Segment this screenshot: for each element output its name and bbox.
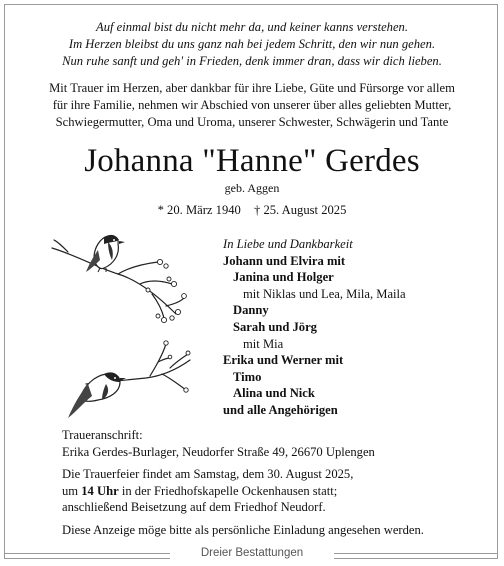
funeral-info bbox=[62, 427, 492, 539]
footer-rule-left bbox=[5, 553, 172, 554]
mourner-line: und alle Angehörigen bbox=[223, 402, 338, 417]
funeral-line: Die Trauerfeier findet am Samstag, dem 30. August 2025, bbox=[62, 467, 354, 482]
mourner-line: Timo bbox=[233, 369, 262, 384]
birth-date: * 20. März 1940 bbox=[157, 203, 241, 217]
intro-line: für ihre Familie, nehmen wir Abschied von unserer über alles geliebten Mutter, bbox=[52, 98, 452, 112]
mourner-line: Janina und Holger bbox=[233, 270, 334, 285]
address-line: Erika Gerdes-Burlager, Neudorfer Straße 49, 26670 Uplengen bbox=[62, 444, 375, 459]
mourner-line: Johann und Elvira mit bbox=[223, 253, 346, 268]
mourner-line: mit Mia bbox=[243, 336, 284, 351]
life-dates bbox=[0, 202, 504, 218]
funeral-time: 14 Uhr bbox=[81, 483, 119, 498]
footer-credit: Dreier Bestattungen bbox=[170, 546, 334, 560]
mourners-list bbox=[223, 236, 493, 419]
intro-line: Schwiegermutter, Oma und Uroma, unserer Schwester, Schwägerin und Tante bbox=[55, 115, 449, 129]
mourner-line: Alina und Nick bbox=[233, 386, 315, 401]
poem-line: Auf einmal bist du nicht mehr da, und keiner kanns verstehen. bbox=[96, 20, 408, 34]
poem-line: Im Herzen bleibst du uns ganz nah bei jedem Schritt, den wir nun gehen. bbox=[68, 37, 436, 51]
address-label: Traueranschrift: bbox=[62, 428, 143, 442]
footer-rule-right bbox=[332, 553, 497, 554]
born-name: geb. Aggen bbox=[224, 181, 280, 195]
poem bbox=[0, 19, 504, 70]
invitation-note: Diese Anzeige möge bitte als persönliche Einladung angesehen werden. bbox=[62, 522, 424, 537]
mourners-heading: In Liebe und Dankbarkeit bbox=[223, 237, 353, 251]
mourner-line: Erika und Werner mit bbox=[223, 353, 344, 368]
bird-on-twig-icon bbox=[66, 338, 194, 420]
bird-on-branch-icon bbox=[48, 222, 188, 328]
mourner-line: Sarah und Jörg bbox=[233, 319, 317, 334]
burial-line: anschließend Beisetzung auf dem Friedhof Neudorf. bbox=[62, 500, 326, 515]
deceased-name: Johanna "Hanne" Gerdes bbox=[84, 143, 420, 179]
funeral-time-line: um 14 Uhr in der Friedhofskapelle Ockenhausen statt; bbox=[62, 483, 338, 498]
intro-text bbox=[0, 80, 504, 131]
mourner-line: Danny bbox=[233, 303, 269, 318]
mourner-line: mit Niklas und Lea, Mila, Maila bbox=[243, 286, 406, 301]
death-date: † 25. August 2025 bbox=[254, 203, 347, 217]
intro-line: Mit Trauer im Herzen, aber dankbar für ihre Liebe, Güte und Fürsorge vor allem bbox=[49, 81, 455, 95]
poem-line: Nun ruhe sanft und geh' in Frieden, denk immer dran, dass wir dich lieben. bbox=[62, 54, 442, 68]
